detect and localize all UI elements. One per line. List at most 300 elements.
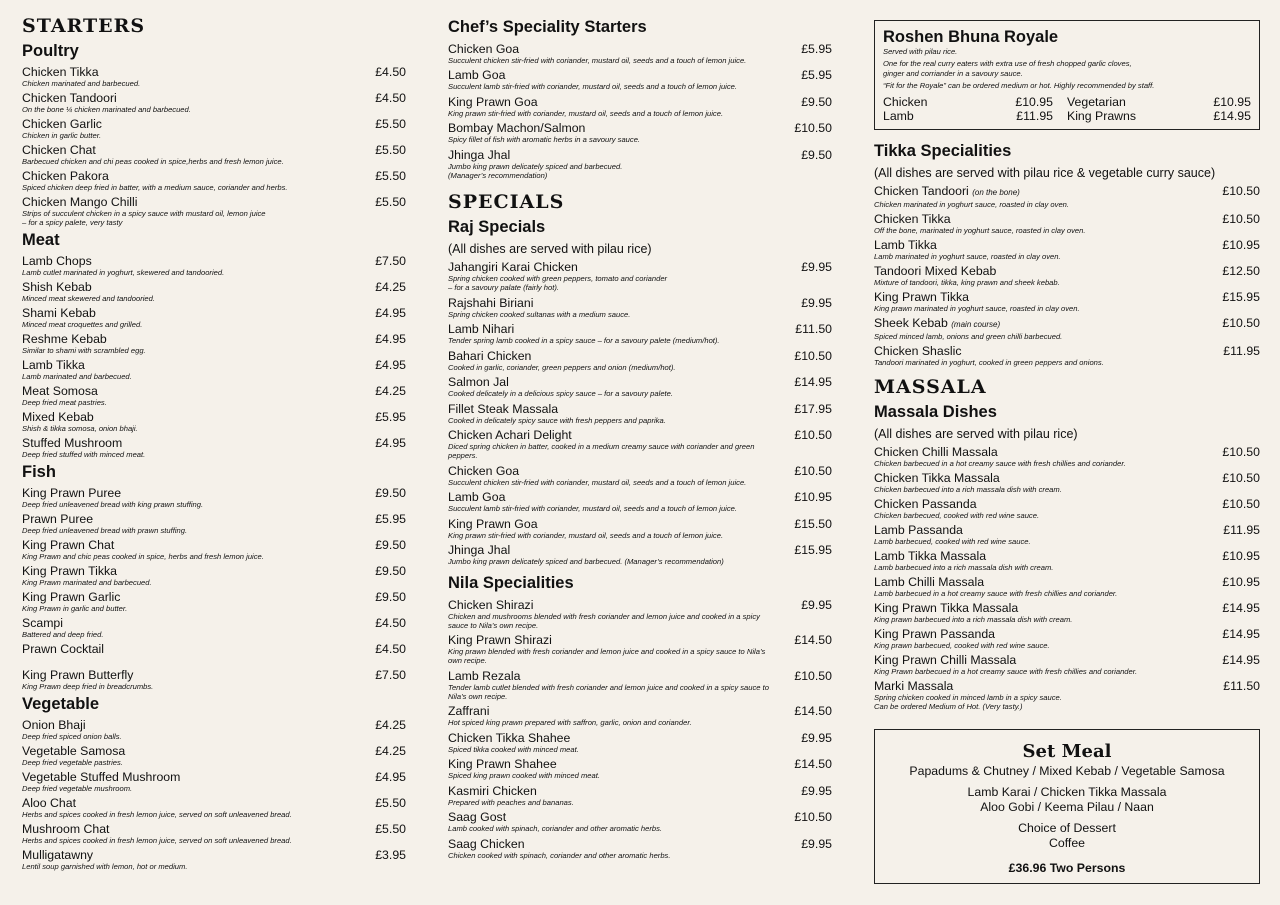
- menu-item-name-wrap: [874, 264, 996, 278]
- raj-title: Raj Specials: [448, 217, 546, 236]
- menu-item-row: [448, 517, 832, 531]
- menu-item: [874, 316, 1260, 341]
- menu-item-price: £10.50: [1222, 316, 1260, 330]
- menu-item-row: [448, 42, 832, 56]
- menu-item-desc: Lamb barbecued, cooked with red wine sauce.: [874, 537, 1031, 546]
- menu-item-name-wrap: [874, 238, 937, 252]
- menu-item-name-wrap: [874, 601, 1018, 615]
- menu-item-row: [22, 410, 406, 424]
- menu-item: [448, 490, 832, 513]
- menu-item-desc: Lamb marinated in yoghurt sauce, roasted in clay oven.: [874, 252, 1061, 261]
- menu-item-row: [22, 512, 406, 526]
- menu-item: [22, 143, 406, 166]
- menu-item-price: £14.50: [794, 757, 832, 771]
- menu-item-price: £3.95: [375, 848, 406, 862]
- menu-item-name: Bombay Machon/Salmon: [448, 121, 586, 135]
- menu-item-price: £15.95: [794, 543, 832, 557]
- menu-item-desc: King prawn barbecued into a rich massala dish with cream.: [874, 615, 1073, 624]
- menu-item-desc: Minced meat skewered and tandooried.: [22, 294, 155, 303]
- menu-item-price: £15.50: [794, 516, 832, 531]
- menu-item: [22, 332, 406, 355]
- menu-item-name: Zaffrani: [448, 704, 490, 718]
- roshen-option-price: £11.95: [1016, 109, 1053, 123]
- set-meal-price: £36.96 Two Persons: [1008, 861, 1126, 875]
- menu-item-row: [448, 402, 832, 416]
- menu-item: [22, 668, 406, 691]
- menu-item-desc: King Prawn and chic peas cooked in spice, herbs and fresh lemon juice.: [22, 552, 264, 561]
- menu-item: [448, 837, 832, 860]
- menu-item-name-wrap: [448, 375, 509, 389]
- menu-item: [448, 402, 832, 425]
- menu-item-price: £10.50: [1222, 471, 1260, 485]
- menu-item-row: [874, 184, 1260, 200]
- menu-item-price: £14.50: [794, 633, 832, 647]
- menu-item-name-wrap: [448, 121, 585, 135]
- menu-item: [22, 538, 406, 561]
- menu-item-name: Lamb Passanda: [874, 523, 963, 537]
- menu-item-desc: King Prawn barbecued in a hot creamy sauce with fresh chillies and coriander.: [874, 667, 1138, 676]
- menu-item-desc: Similar to shami with scrambled egg.: [22, 346, 146, 355]
- menu-item-row: [874, 445, 1260, 459]
- menu-item-name-wrap: [448, 464, 519, 478]
- menu-item-name: King Prawn Butterfly: [22, 668, 134, 682]
- menu-item: [22, 410, 406, 433]
- menu-item-row: [448, 322, 832, 336]
- menu-item-price: £4.95: [375, 306, 406, 320]
- menu-item-name: Shish Kebab: [22, 280, 92, 294]
- menu-item: [22, 486, 406, 509]
- massala-heading: MASSALA: [874, 376, 987, 398]
- menu-item-price: £10.50: [794, 121, 832, 135]
- menu-item-row: [22, 642, 406, 656]
- menu-item-desc: King prawn blended with fresh coriander and lemon juice and cooked in a spicy sauce to Nila’s: [448, 647, 766, 656]
- menu-item-price: £10.50: [1222, 184, 1260, 198]
- menu-item: [448, 322, 832, 345]
- menu-item-suffix: (on the bone): [972, 188, 1020, 197]
- roshen-box: [874, 20, 1260, 130]
- menu-item-row: [448, 68, 832, 82]
- menu-item-desc: On the bone ¼ chicken marinated and barbecued.: [22, 105, 191, 114]
- menu-item-desc: Tandoori marinated in yoghurt, cooked in green peppers and onions.: [874, 358, 1104, 367]
- menu-item-row: [874, 549, 1260, 563]
- menu-item-price: £14.95: [794, 375, 832, 389]
- menu-item-name: Marki Massala: [874, 679, 954, 693]
- menu-item-row: [874, 212, 1260, 226]
- menu-item-row: [874, 653, 1260, 667]
- set-meal-line: Choice of Dessert: [1018, 821, 1116, 835]
- menu-item-name-wrap: [874, 653, 1016, 667]
- menu-item-name: Vegetable Stuffed Mushroom: [22, 770, 181, 784]
- menu-item-name: Fillet Steak Massala: [448, 401, 559, 416]
- menu-item-name: King Prawn Passanda: [874, 627, 995, 641]
- menu-item-name: Chicken Mango Chilli: [22, 195, 138, 209]
- menu-item-desc-extra: Nila’s own recipe.: [448, 691, 508, 701]
- menu-item-desc: Cooked in delicately spicy sauce with fresh peppers and paprika.: [448, 415, 666, 425]
- menu-item-name: Lamb Chops: [22, 254, 92, 268]
- menu-item-price: £4.25: [375, 718, 406, 732]
- menu-item-price: £9.95: [801, 597, 832, 612]
- menu-item: [22, 590, 406, 613]
- menu-item-name: Lamb Tikka: [874, 238, 937, 252]
- menu-item-name-wrap: [22, 254, 92, 268]
- menu-item-name: Stuffed Mushroom: [22, 436, 123, 450]
- menu-item-price: £5.95: [375, 410, 406, 424]
- menu-item-row: [448, 633, 832, 647]
- menu-item: [448, 464, 832, 487]
- menu-item-name: Prawn Cocktail: [22, 642, 105, 656]
- menu-item: [22, 796, 406, 819]
- menu-item-name-wrap: [448, 68, 505, 82]
- menu-item: [22, 91, 406, 114]
- roshen-option-name: King Prawns: [1067, 109, 1137, 123]
- set-meal-line: Aloo Gobi / Keema Pilau / Naan: [980, 800, 1154, 814]
- menu-item-desc: Spring chicken cooked in minced lamb in a spicy sauce.: [874, 693, 1062, 702]
- menu-item-name: Chicken Shirazi: [448, 597, 534, 612]
- menu-item-name-wrap: [22, 332, 107, 346]
- menu-item: [874, 679, 1260, 711]
- menu-item-price: £9.50: [375, 538, 406, 552]
- menu-item-desc: Herbs and spices cooked in fresh lemon juice, served on soft unleavened bread.: [22, 836, 292, 845]
- menu-item: [448, 517, 832, 540]
- raj-list: [448, 260, 832, 566]
- menu-item: [448, 375, 832, 398]
- set-meal-line: Papadums & Chutney / Mixed Kebab / Vegetable Samosa: [909, 764, 1225, 778]
- menu-item-row: [448, 598, 832, 612]
- specials-heading: SPECIALS: [448, 190, 565, 213]
- menu-item-row: [448, 731, 832, 745]
- menu-item-desc: Cooked in garlic, coriander, green peppers and onion (medium/hot).: [448, 362, 676, 372]
- menu-item-row: [448, 121, 832, 135]
- menu-item-row: [22, 718, 406, 732]
- menu-item-desc: Chicken cooked with spinach, coriander and other aromatic herbs.: [448, 850, 671, 860]
- menu-item-name: Scampi: [22, 616, 64, 630]
- menu-item-row: [22, 65, 406, 79]
- menu-item-name: Jhinga Jhal: [448, 147, 511, 162]
- menu-item-price: £11.95: [1223, 344, 1260, 358]
- roshen-line3: ginger and corriander in a savoury sauce.: [883, 69, 1023, 78]
- massala-title: Massala Dishes: [874, 403, 997, 421]
- menu-item-name: Mixed Kebab: [22, 410, 94, 424]
- menu-item: [448, 42, 832, 65]
- menu-item-row: [874, 344, 1260, 358]
- menu-item-row: [22, 384, 406, 398]
- menu-item-desc: Jumbo king prawn delicately spiced and barbecued. (Manager’s recommendation): [448, 557, 724, 566]
- menu-item-desc-extra: (Manager’s recommendation): [448, 170, 548, 180]
- menu-item-price: £10.95: [794, 490, 832, 504]
- menu-item-desc: Chicken and mushrooms blended with fresh coriander and lemon juice and cooked in a spicy: [448, 611, 760, 621]
- menu-item-row: [22, 822, 406, 836]
- menu-item-row: [22, 848, 406, 862]
- menu-item-suffix: (main course): [951, 320, 1001, 329]
- menu-item: [22, 436, 406, 459]
- menu-item-name-wrap: [448, 704, 489, 718]
- menu-item-name: Chicken Achari Delight: [448, 428, 572, 442]
- menu-item: [874, 184, 1260, 209]
- menu-item-name-wrap: [448, 543, 510, 557]
- fish-list: [22, 486, 406, 691]
- menu-item-desc-extra: – for a savoury palate (fairly hot).: [448, 283, 560, 292]
- menu-item-name-wrap: [22, 436, 122, 450]
- menu-item-price: £10.50: [794, 428, 832, 442]
- menu-item-name-wrap: [874, 344, 961, 358]
- menu-item-desc: Spiced tikka cooked with minced meat.: [448, 744, 579, 754]
- menu-item-price: £4.95: [375, 332, 406, 346]
- menu-item-price: £4.25: [375, 280, 406, 294]
- menu-item-row: [22, 538, 406, 552]
- menu-item-row: [22, 590, 406, 604]
- menu-item: [22, 718, 406, 741]
- menu-item-name: Lamb Goa: [448, 490, 506, 504]
- menu-item-price: £9.95: [801, 260, 832, 274]
- menu-item-row: [22, 358, 406, 372]
- menu-item-desc: Spicy fillet of fish with aromatic herbs in a savoury sauce.: [448, 135, 641, 144]
- menu-item-desc: Deep fried spiced onion balls.: [22, 732, 122, 741]
- meat-list: [22, 254, 406, 459]
- menu-item-price: £7.50: [375, 254, 406, 268]
- menu-item-desc-extra: Can be ordered Medium of Hot. (Very tasty.): [874, 702, 1023, 711]
- menu-item-desc: Succulent chicken stir-fried with coriander, mustard oil, seeds and a touch of lemon juice.: [448, 55, 747, 65]
- roshen-line1: Served with pilau rice.: [883, 47, 958, 56]
- menu-item-row: [448, 428, 832, 442]
- menu-item-desc-extra: – for a spicy palete, very tasty: [22, 218, 123, 227]
- menu-item: [448, 669, 832, 701]
- menu-item: [448, 148, 832, 180]
- menu-item-name: Vegetable Samosa: [22, 744, 126, 758]
- tikka-list: [874, 184, 1260, 367]
- menu-item-name: King Prawn Goa: [448, 516, 538, 531]
- menu-item-name-wrap: [22, 195, 138, 209]
- menu-item-desc: Lamb barbecued in a hot creamy sauce with fresh chillies and coriander.: [874, 589, 1118, 598]
- menu-item-desc: Chicken in garlic butter.: [22, 131, 102, 140]
- menu-item-price: £10.50: [794, 668, 832, 683]
- menu-item-price: £5.50: [375, 822, 406, 836]
- menu-item: [448, 784, 832, 807]
- menu-item-price: £5.50: [375, 117, 406, 131]
- menu-item-price: £10.50: [794, 348, 832, 363]
- mains-column: [874, 20, 1260, 884]
- menu-item-row: [448, 349, 832, 363]
- menu-item-name: Chicken Tandoori: [874, 184, 969, 198]
- fish-title: Fish: [22, 463, 56, 481]
- menu-item-price: £17.95: [794, 401, 832, 416]
- menu-item-row: [448, 260, 832, 274]
- menu-item-desc: Lamb cutlet marinated in yoghurt, skewered and tandooried.: [22, 268, 225, 277]
- menu-item-desc: Prepared with peaches and bananas.: [448, 797, 574, 807]
- menu-item-price: £4.50: [375, 616, 406, 630]
- poultry-title: Poultry: [22, 42, 79, 60]
- menu-item-desc: Spring chicken cooked sultanas with a medium sauce.: [448, 309, 631, 319]
- menu-item-name-wrap: [448, 837, 525, 851]
- menu-item-name-wrap: [448, 810, 506, 824]
- set-meal-title: Set Meal: [1022, 741, 1112, 762]
- menu-item-name-wrap: [448, 517, 538, 531]
- roshen-options: [883, 95, 1251, 123]
- menu-item: [448, 68, 832, 91]
- vegetable-list: [22, 718, 406, 871]
- menu-item-desc: King prawn barbecued, cooked with red wine sauce.: [874, 641, 1050, 650]
- menu-item-price: £4.50: [375, 91, 406, 105]
- menu-item-name-wrap: [874, 471, 1000, 485]
- menu-item-price: £9.50: [801, 94, 832, 109]
- menu-item-name-wrap: [22, 143, 96, 157]
- poultry-list: [22, 65, 406, 227]
- menu-item-name: Reshme Kebab: [22, 332, 107, 346]
- menu-item-name-wrap: [448, 296, 533, 310]
- menu-item-name: Chicken Pakora: [22, 169, 109, 183]
- menu-item-desc: Deep fried unleavened bread with prawn stuffing.: [22, 526, 188, 535]
- menu-item-price: £14.95: [1222, 627, 1260, 641]
- menu-item-name: King Prawn Chilli Massala: [874, 653, 1017, 667]
- menu-item-name-wrap: [448, 42, 519, 56]
- menu-item-desc: Battered and deep fried.: [22, 630, 104, 639]
- menu-item-row: [22, 436, 406, 450]
- menu-item-desc: Herbs and spices cooked in fresh lemon juice, served on soft unleavened bread.: [22, 810, 292, 819]
- menu-item-name: Onion Bhaji: [22, 718, 86, 732]
- menu-item: [448, 95, 832, 118]
- menu-item: [22, 195, 406, 227]
- menu-item-row: [448, 148, 832, 162]
- menu-item-name-wrap: [448, 669, 520, 683]
- menu-item-name-wrap: [22, 512, 93, 526]
- menu-item-name-wrap: [22, 822, 109, 836]
- menu-item-name-wrap: [22, 848, 93, 862]
- menu-item-name: Chicken Tikka Massala: [874, 471, 1000, 485]
- menu-item-name-wrap: [874, 212, 951, 226]
- menu-item-row: [448, 95, 832, 109]
- menu-item: [874, 653, 1260, 676]
- roshen-option-price: £10.95: [1015, 95, 1053, 109]
- menu-item-name: Chicken Tikka: [22, 65, 99, 79]
- menu-item-price: £5.50: [375, 195, 406, 209]
- menu-item-row: [448, 837, 832, 851]
- menu-item-row: [448, 669, 832, 683]
- menu-item-name-wrap: [874, 290, 969, 304]
- menu-item-name-wrap: [448, 490, 505, 504]
- menu-item: [874, 264, 1260, 287]
- menu-item-price: £5.95: [801, 41, 832, 56]
- menu-item-name-wrap: [874, 184, 1020, 200]
- menu-item: [22, 280, 406, 303]
- menu-item-row: [874, 575, 1260, 589]
- menu-item-row: [22, 486, 406, 500]
- menu-item-desc: King Prawn marinated and barbecued.: [22, 578, 152, 587]
- menu-item-name-wrap: [22, 486, 121, 500]
- menu-item-desc: Cooked delicately in a delicious spicy sauce – for a savoury palete.: [448, 389, 673, 398]
- menu-item-name: Chicken Garlic: [22, 117, 102, 131]
- menu-item-price: £10.50: [1222, 445, 1260, 459]
- menu-item: [448, 543, 832, 566]
- menu-item-desc: Lamb cooked with spinach, coriander and other aromatic herbs.: [448, 824, 663, 833]
- menu-item-desc: Minced meat croquettes and grilled.: [22, 320, 143, 329]
- menu-item-name: Lamb Tikka Massala: [874, 549, 987, 563]
- menu-item-name-wrap: [22, 642, 104, 656]
- menu-item-name-wrap: [22, 564, 117, 578]
- menu-item-price: £14.95: [1222, 653, 1260, 667]
- menu-item-name: Aloo Chat: [22, 796, 77, 810]
- menu-item-name-wrap: [22, 358, 85, 372]
- menu-item-name: Sheek Kebab: [874, 316, 948, 330]
- menu-item-row: [874, 497, 1260, 511]
- menu-item: [874, 627, 1260, 650]
- menu-item-price: £5.95: [375, 512, 406, 526]
- menu-item: [874, 212, 1260, 235]
- roshen-option-price: £14.95: [1213, 109, 1251, 123]
- menu-item-row: [874, 471, 1260, 485]
- menu-item-desc: Spring chicken cooked with green peppers, tomato and coriander: [448, 274, 668, 283]
- menu-item-name: Mulligatawny: [22, 848, 94, 862]
- menu-item-name: King Prawn Goa: [448, 94, 538, 109]
- menu-item: [22, 848, 406, 871]
- menu-item-name-wrap: [22, 590, 120, 604]
- vegetable-title: Vegetable: [22, 695, 100, 713]
- menu-item-name-wrap: [22, 306, 96, 320]
- chefs-title: Chef’s Speciality Starters: [448, 18, 647, 36]
- menu-item-name-wrap: [448, 95, 538, 109]
- starters-column: [22, 14, 406, 871]
- menu-item-price: £9.50: [375, 564, 406, 578]
- menu-item: [22, 254, 406, 277]
- menu-item-desc: Hot spiced king prawn prepared with saffron, garlic, onion and coriander.: [448, 718, 692, 727]
- menu-item-desc: Chicken barbecued into a rich massala dish with cream.: [874, 485, 1062, 494]
- menu-item-name: Rajshahi Biriani: [448, 295, 534, 310]
- menu-item: [448, 731, 832, 754]
- menu-item-price: £4.95: [375, 358, 406, 372]
- menu-item-row: [22, 564, 406, 578]
- menu-item-name: Chicken Shaslic: [874, 344, 962, 358]
- menu-item-name: Prawn Puree: [22, 512, 94, 526]
- menu-item-name-wrap: [874, 316, 1000, 332]
- menu-item-price: £4.25: [375, 744, 406, 758]
- menu-item-name: King Prawn Puree: [22, 486, 122, 500]
- menu-item: [448, 349, 832, 372]
- menu-item-desc: [22, 656, 406, 665]
- menu-item-price: £4.95: [375, 436, 406, 450]
- menu-item-row: [448, 490, 832, 504]
- menu-item-name: Chicken Chilli Massala: [874, 445, 998, 459]
- menu-item-price: £14.95: [1222, 601, 1260, 615]
- menu-item: [448, 598, 832, 630]
- menu-item-price: £9.95: [801, 836, 832, 851]
- menu-item-desc: King Prawn deep fried in breadcrumbs.: [22, 682, 154, 691]
- menu-item: [22, 616, 406, 639]
- tikka-title: Tikka Specialities: [874, 142, 1012, 160]
- set-meal-box: [874, 729, 1260, 884]
- menu-item-price: £7.50: [375, 668, 406, 682]
- menu-item-name: King Prawn Tikka: [22, 564, 118, 578]
- menu-item-price: £5.50: [375, 143, 406, 157]
- menu-item-name: King Prawn Shirazi: [448, 633, 552, 647]
- menu-item-desc: Chicken barbecued in a hot creamy sauce with fresh chillies and coriander.: [874, 459, 1126, 468]
- menu-item-row: [22, 91, 406, 105]
- menu-item-price: £10.50: [794, 810, 832, 824]
- menu-item-row: [874, 238, 1260, 252]
- menu-item-price: £15.95: [1222, 290, 1260, 304]
- menu-item-desc: Strips of succulent chicken in a spicy sauce with mustard oil, lemon juice: [22, 209, 266, 218]
- roshen-option-name: Vegetarian: [1067, 95, 1126, 109]
- menu-item-price: £10.50: [794, 463, 832, 478]
- menu-item-name-wrap: [22, 744, 125, 758]
- menu-item-row: [448, 375, 832, 389]
- menu-item-desc: Deep fried vegetable pastries.: [22, 758, 123, 767]
- menu-item-price: £9.95: [801, 295, 832, 310]
- roshen-title: Roshen Bhuna Royale: [883, 28, 1059, 46]
- menu-item-row: [22, 280, 406, 294]
- menu-item-name: Jahangiri Karai Chicken: [448, 260, 578, 274]
- roshen-option-price: £10.95: [1213, 95, 1251, 109]
- menu-item-price: £9.95: [801, 783, 832, 798]
- specials-column: [448, 14, 832, 860]
- menu-item-name-wrap: [448, 598, 533, 612]
